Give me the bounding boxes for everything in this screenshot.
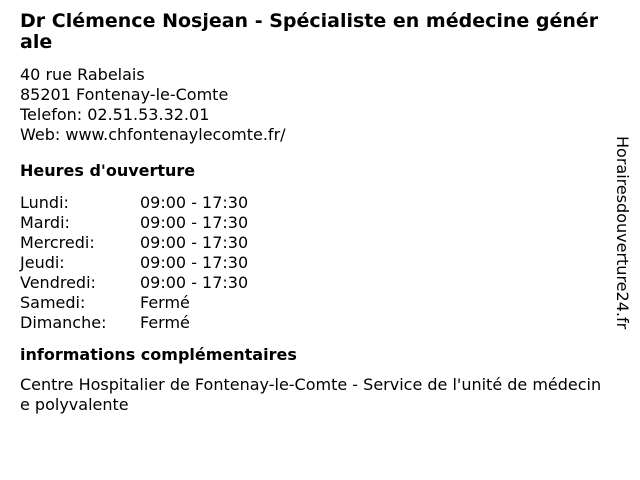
hours-row: [20, 293, 248, 313]
address-street: 40 rue Rabelais: [20, 65, 145, 84]
info-text: Centre Hospitalier de Fontenay-le-Comte - Service de l'unité de médecine polyvalente: [20, 375, 602, 414]
hours-time: 09:00 - 17:30: [140, 233, 249, 252]
page-title: Dr Clémence Nosjean - Spécialiste en médecine générale: [20, 10, 599, 53]
hours-heading: Heures d'ouverture: [20, 161, 196, 180]
hours-day: Dimanche:: [20, 313, 107, 332]
practice-card: [20, 11, 605, 415]
hours-day: Mardi:: [20, 213, 70, 232]
hours-time: Fermé: [140, 293, 190, 312]
hours-table: [20, 193, 248, 333]
hours-day: Jeudi:: [20, 253, 65, 272]
hours-row: [20, 213, 248, 233]
hours-row: [20, 193, 248, 213]
hours-row: [20, 313, 248, 333]
hours-row: [20, 253, 248, 273]
hours-day: Mercredi:: [20, 233, 95, 252]
hours-row: [20, 273, 248, 293]
website-link: Web: www.chfontenaylecomte.fr/: [20, 125, 286, 144]
address-block: [20, 65, 605, 145]
info-heading: informations complémentaires: [20, 345, 297, 364]
hours-time: Fermé: [140, 313, 190, 332]
hours-day: Samedi:: [20, 293, 86, 312]
hours-time: 09:00 - 17:30: [140, 193, 249, 212]
hours-row: [20, 233, 248, 253]
hours-time: 09:00 - 17:30: [140, 213, 249, 232]
phone-number: Telefon: 02.51.53.32.01: [20, 105, 210, 124]
address-city: 85201 Fontenay-le-Comte: [20, 85, 229, 104]
hours-time: 09:00 - 17:30: [140, 273, 249, 292]
hours-time: 09:00 - 17:30: [140, 253, 249, 272]
hours-day: Vendredi:: [20, 273, 96, 292]
hours-day: Lundi:: [20, 193, 69, 212]
side-brand-text: Horairesdouverture24.fr: [613, 136, 632, 330]
